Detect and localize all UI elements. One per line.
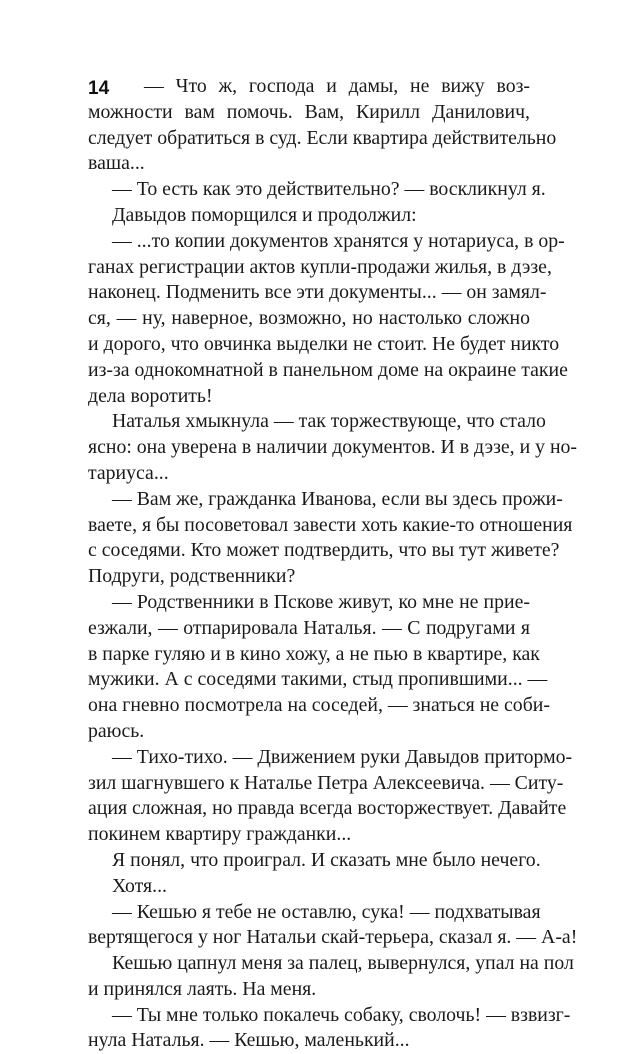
text-line: ганах регистрации актов купли-продажи жилья, в дэзе, (88, 255, 552, 278)
text-line: и дорого, что овчинка выделки не стоит. Не будет никто (88, 332, 560, 355)
text-line: — Родственники в Пскове живут, ко мне не прие- (112, 590, 530, 613)
text-line: тариуса... (88, 461, 169, 484)
text-line: дела воротить! (88, 384, 213, 407)
text-line: она гневно посмотрела на соседей, — знаться не соби- (88, 694, 550, 717)
text-line: — ...то копии документов хранятся у нотариуса, в ор- (112, 229, 565, 252)
text-line: нула Наталья. — Кешью, маленький... (88, 1029, 410, 1052)
text-line: — Кешью я тебе не оставлю, сука! — подхватывая (112, 900, 541, 923)
text-line: покинем квартиру гражданки... (88, 823, 352, 846)
text-line: — Вам же, гражданка Иванова, если вы здесь прожи- (112, 487, 563, 510)
page-number: 14 (88, 78, 110, 99)
text-line: ваете, я бы посоветовал завести хоть какие-то отношения (88, 513, 573, 536)
text-line: Наталья хмыкнула — так торжествующе, что стало (112, 410, 546, 433)
text-line: ся, — ну, наверное, возможно, но настолько сложно (88, 307, 530, 330)
text-line: ация сложная, но правда всегда восторжествует. Давайте (88, 797, 567, 820)
text-line: вертящегося у ног Натальи скай-терьера, сказал я. — А-а! (88, 926, 578, 949)
text-line: Давыдов поморщился и продолжил: (112, 203, 417, 226)
text-line: и принялся лаять. На меня. (88, 977, 317, 1000)
body-text (88, 74, 578, 1054)
text-line: ясно: она уверена в наличии документов. И в дэзе, и у но- (88, 436, 578, 459)
text-line: наконец. Подменить все эти документы... — он замял- (88, 281, 547, 304)
text-line: — Ты мне только покалечь собаку, сволочь! — взвизг- (112, 1003, 571, 1026)
text-line: Я понял, что проиграл. И сказать мне было нечего. (112, 848, 541, 871)
text-line: Хотя... (112, 874, 167, 897)
text-line: из-за однокомнатной в панельном доме на окраине такие (88, 358, 568, 381)
text-line: Кешью цапнул меня за палец, вывернулся, упал на пол (112, 952, 574, 975)
text-line: — Тихо-тихо. — Движением руки Давыдов притормо- (112, 745, 573, 768)
text-line: Подруги, родственники? (88, 565, 296, 588)
text-line: в парке гуляю и в кино хожу, а не пью в квартире, как (88, 642, 540, 665)
text-line: раюсь. (88, 719, 145, 742)
text-line: можности вам помочь. Вам, Кирилл Данилович, (88, 100, 530, 123)
text-line: — То есть как это действительно? — воскликнул я. (112, 178, 546, 201)
text-line: — Что ж, господа и дамы, не вижу воз- (144, 75, 530, 97)
text-line: с соседями. Кто может подтвердить, что вы тут живете? (88, 539, 560, 562)
text-line: следует обратиться в суд. Если квартира действительно (88, 126, 557, 149)
text-line: зил шагнувшего к Наталье Петра Алексеевича. — Ситу- (88, 771, 564, 794)
text-line: ваша... (88, 152, 145, 175)
text-line: мужики. А с соседями такими, стыд пропившими... — (88, 668, 548, 691)
text-line: езжали, — отпарировала Наталья. — С подругами я (88, 616, 530, 639)
